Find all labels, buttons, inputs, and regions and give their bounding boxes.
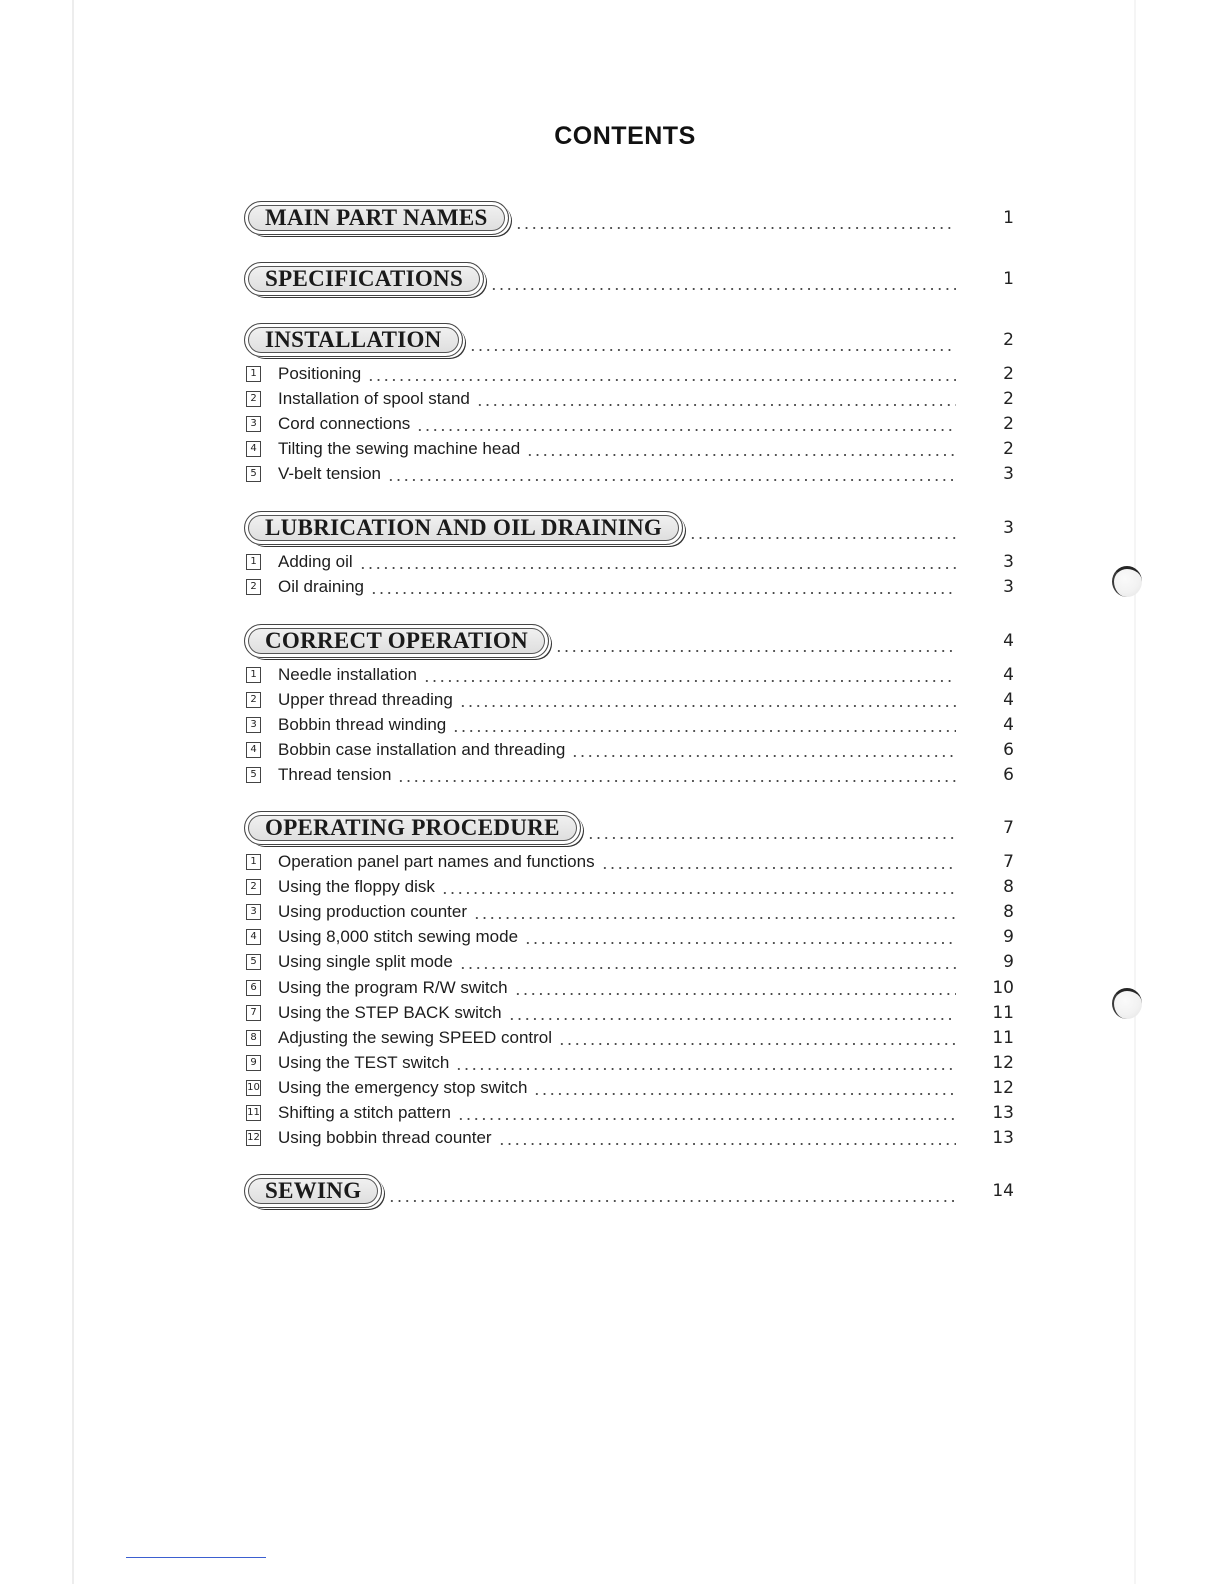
- item-number-box: 1: [246, 667, 261, 683]
- item-label: Using the TEST switch: [278, 1052, 450, 1072]
- item-label: Adding oil: [278, 552, 353, 571]
- dot-leader: [441, 892, 956, 894]
- item-number-box: 1: [246, 366, 261, 382]
- page-number: 1: [1003, 269, 1014, 289]
- item-label: Oil draining: [278, 577, 364, 597]
- toc-item-row[interactable]: [244, 1025, 1014, 1051]
- toc-item-row[interactable]: [244, 1125, 1014, 1151]
- item-label: Using production counter: [278, 902, 468, 922]
- page-number: 3: [1003, 577, 1014, 598]
- dot-leader: [423, 680, 956, 682]
- item-label: Using the STEP BACK switch: [278, 1002, 502, 1022]
- page-number: 8: [1003, 877, 1014, 898]
- item-label: V-belt tension: [278, 464, 382, 484]
- item-label: Installation of spool stand: [278, 389, 470, 409]
- dot-leader: [490, 288, 956, 290]
- toc-item-row[interactable]: [244, 899, 1014, 925]
- item-label: Using the emergency stop switch: [278, 1077, 528, 1097]
- item-label: Bobbin thread winding: [278, 715, 447, 735]
- page-number: 2: [1003, 330, 1014, 350]
- page-number: 4: [1003, 631, 1014, 651]
- item-number-box: 5: [246, 954, 261, 970]
- toc-item-row[interactable]: [244, 436, 1014, 462]
- item-number-box: 3: [246, 717, 261, 733]
- item-number-box: 6: [246, 980, 261, 996]
- section-heading: INSTALLATION: [244, 323, 463, 357]
- page-number: 6: [1003, 740, 1014, 761]
- page-number: 4: [1003, 715, 1014, 736]
- dot-leader: [571, 755, 956, 757]
- toc-item-row[interactable]: [244, 1050, 1014, 1076]
- item-number-box: 3: [246, 904, 261, 920]
- dot-leader: [524, 942, 956, 944]
- section-heading: SPECIFICATIONS: [244, 262, 484, 296]
- dot-leader: [459, 967, 956, 969]
- page-number: 2: [1003, 414, 1014, 435]
- toc-item-row[interactable]: [244, 975, 1014, 1001]
- page-number: 4: [1003, 690, 1014, 711]
- item-number-box: 2: [246, 879, 261, 895]
- dot-leader: [533, 1093, 956, 1095]
- toc-item-row[interactable]: [244, 712, 1014, 738]
- item-label: Using bobbin thread counter: [278, 1128, 492, 1148]
- item-number-box: 2: [246, 391, 261, 407]
- dot-leader: [452, 730, 956, 732]
- page-right-edge: [1134, 0, 1136, 1584]
- dot-leader: [370, 592, 956, 594]
- page-number: 6: [1003, 765, 1014, 786]
- item-label: Using 8,000 stitch sewing mode: [278, 927, 519, 947]
- item-label: Shifting a stitch pattern: [278, 1103, 451, 1122]
- toc-item-row[interactable]: [244, 662, 1014, 688]
- page-number: 14: [992, 1181, 1014, 1201]
- page-number: 3: [1003, 552, 1014, 572]
- section-heading: LUBRICATION AND OIL DRAINING: [244, 511, 683, 545]
- item-label: Thread tension: [278, 765, 392, 785]
- item-number-box: 5: [246, 767, 261, 783]
- item-label: Using single split mode: [278, 952, 453, 972]
- dot-leader: [387, 479, 956, 481]
- dot-leader: [558, 1043, 956, 1045]
- toc-section-row[interactable]: [244, 262, 1014, 296]
- dot-leader: [555, 650, 956, 652]
- page-title: CONTENTS: [554, 122, 696, 150]
- toc-section-row[interactable]: [244, 511, 1014, 545]
- page-number: 8: [1003, 902, 1014, 923]
- dot-leader: [455, 1068, 956, 1070]
- dot-leader: [359, 567, 956, 569]
- item-number-box: 12: [246, 1130, 261, 1146]
- page-number: 11: [992, 1027, 1014, 1048]
- dot-leader: [476, 404, 956, 406]
- item-label: Positioning: [278, 364, 362, 383]
- item-number-box: 2: [246, 692, 261, 708]
- dot-leader: [601, 867, 956, 869]
- item-number-box: 5: [246, 466, 261, 482]
- dot-leader: [367, 379, 956, 381]
- toc-section-row[interactable]: [244, 624, 1014, 658]
- item-number-box: 7: [246, 1005, 261, 1021]
- page-number: 9: [1003, 952, 1014, 973]
- page-number: 1: [1003, 208, 1014, 228]
- page-number: 9: [1003, 927, 1014, 948]
- section-heading: OPERATING PROCEDURE: [244, 811, 581, 845]
- item-label: Bobbin case installation and threading: [278, 740, 566, 760]
- page-number: 12: [992, 1077, 1014, 1098]
- page-number: 3: [1003, 464, 1014, 485]
- item-number-box: 1: [246, 554, 261, 570]
- page-number: 13: [992, 1103, 1014, 1123]
- dot-leader: [473, 917, 956, 919]
- toc-section-row[interactable]: [244, 201, 1014, 235]
- toc-item-row[interactable]: [244, 411, 1014, 437]
- item-number-box: 4: [246, 929, 261, 945]
- page-number: 2: [1003, 364, 1014, 384]
- item-number-box: 2: [246, 579, 261, 595]
- dot-leader: [397, 780, 956, 782]
- item-number-box: 9: [246, 1055, 261, 1071]
- dot-leader: [469, 349, 956, 351]
- page-number: 7: [1003, 818, 1014, 838]
- item-label: Tilting the sewing machine head: [278, 439, 521, 459]
- toc-item-row[interactable]: [244, 849, 1014, 875]
- toc-item-row[interactable]: [244, 1075, 1014, 1101]
- toc-item-row[interactable]: [244, 874, 1014, 900]
- dot-leader: [515, 227, 956, 229]
- section-heading: CORRECT OPERATION: [244, 624, 549, 658]
- toc-item-row[interactable]: [244, 361, 1014, 387]
- toc-section-row[interactable]: [244, 323, 1014, 357]
- dot-leader: [388, 1200, 956, 1202]
- dot-leader: [689, 537, 956, 539]
- item-number-box: 4: [246, 441, 261, 457]
- item-label: Using the floppy disk: [278, 877, 435, 897]
- item-number-box: 1: [246, 854, 261, 870]
- page-number: 10: [992, 977, 1014, 998]
- item-label: Adjusting the sewing SPEED control: [278, 1027, 553, 1047]
- dot-leader: [514, 993, 956, 995]
- item-number-box: 3: [246, 416, 261, 432]
- section-heading: MAIN PART NAMES: [244, 201, 509, 235]
- item-label: Upper thread threading: [278, 690, 453, 710]
- item-number-box: 4: [246, 742, 261, 758]
- dot-leader: [459, 705, 956, 707]
- page-number: 2: [1003, 389, 1014, 410]
- punch-hole: [1112, 988, 1142, 1019]
- toc-item-row[interactable]: [244, 762, 1014, 788]
- toc-item-row[interactable]: [244, 386, 1014, 412]
- item-number-box: 8: [246, 1030, 261, 1046]
- page-number: 11: [992, 1002, 1014, 1023]
- toc-item-row[interactable]: [244, 687, 1014, 713]
- page-number: 13: [992, 1128, 1014, 1149]
- toc-item-row[interactable]: [244, 1100, 1014, 1126]
- toc-section-row[interactable]: [244, 811, 1014, 845]
- dot-leader: [587, 837, 956, 839]
- item-number-box: 11: [246, 1105, 261, 1121]
- toc-item-row[interactable]: [244, 949, 1014, 975]
- item-number-box: 10: [246, 1080, 261, 1096]
- dot-leader: [526, 454, 956, 456]
- page-number: 3: [1003, 518, 1014, 538]
- item-label: Cord connections: [278, 414, 411, 434]
- toc-item-row[interactable]: [244, 549, 1014, 575]
- page-number: 7: [1003, 852, 1014, 872]
- page-number: 2: [1003, 439, 1014, 460]
- toc-item-row[interactable]: [244, 1000, 1014, 1026]
- dot-leader: [457, 1118, 956, 1120]
- bottom-rule: [126, 1557, 266, 1558]
- dot-leader: [508, 1018, 956, 1020]
- page-number: 12: [992, 1052, 1014, 1073]
- toc-item-row[interactable]: [244, 924, 1014, 950]
- page-number: 4: [1003, 665, 1014, 685]
- toc-item-row[interactable]: [244, 737, 1014, 763]
- toc-item-row[interactable]: [244, 574, 1014, 600]
- item-label: Operation panel part names and functions: [278, 852, 595, 871]
- page-left-edge: [72, 0, 74, 1584]
- item-label: Needle installation: [278, 665, 417, 684]
- section-heading: SEWING: [244, 1174, 382, 1208]
- item-label: Using the program R/W switch: [278, 977, 508, 997]
- dot-leader: [498, 1143, 956, 1145]
- punch-hole: [1112, 566, 1142, 597]
- toc-section-row[interactable]: [244, 1174, 1014, 1208]
- toc-item-row[interactable]: [244, 461, 1014, 487]
- dot-leader: [416, 429, 956, 431]
